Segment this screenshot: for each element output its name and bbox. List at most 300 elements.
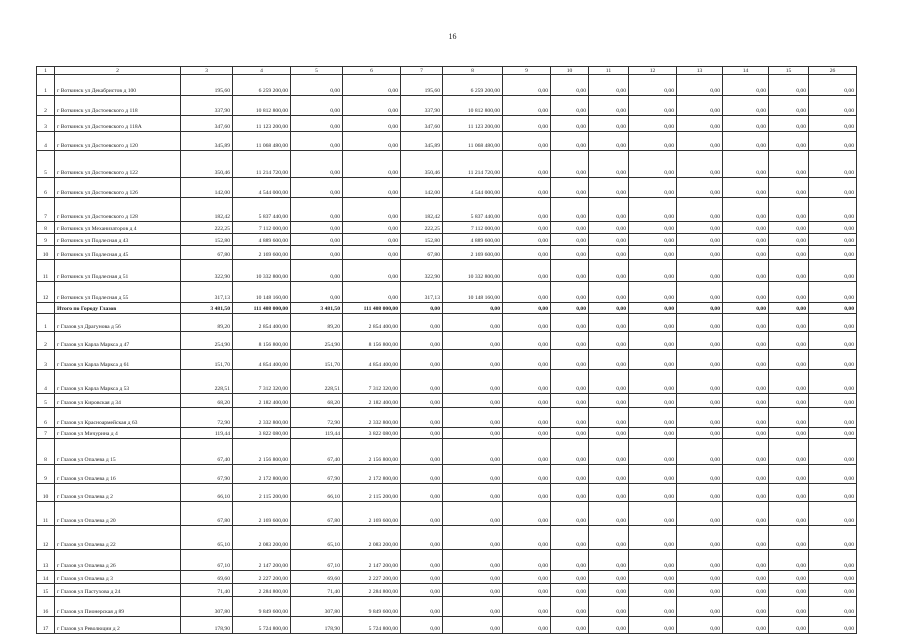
row-index-cell: 10: [37, 484, 55, 502]
value-cell: 0,00: [551, 617, 589, 634]
value-cell: 0,00: [723, 75, 769, 96]
address-cell: г Воткинск ул Подлесная д 55: [55, 282, 181, 303]
value-cell: 0,00: [291, 75, 343, 96]
value-cell: 9 849 600,00: [233, 597, 291, 617]
value-cell: 0,00: [551, 75, 589, 96]
column-header: 14: [723, 67, 769, 75]
value-cell: 0,00: [291, 234, 343, 246]
value-cell: 0,00: [769, 234, 809, 246]
value-cell: 0,00: [809, 428, 857, 439]
value-cell: 307,80: [291, 597, 343, 617]
address-cell: г Глазов ул Драгунова д 56: [55, 314, 181, 332]
value-cell: 6 259 200,00: [233, 75, 291, 96]
value-cell: 0,00: [677, 484, 723, 502]
value-cell: 317,13: [401, 282, 443, 303]
value-cell: 142,00: [181, 178, 233, 198]
value-cell: 0,00: [343, 234, 401, 246]
value-cell: 2 332 800,00: [233, 408, 291, 428]
table-row: [37, 571, 857, 584]
value-cell: 0,00: [677, 303, 723, 314]
value-cell: 0,00: [629, 550, 677, 571]
address-cell: г Глазов ул Опалева д 2: [55, 484, 181, 502]
value-cell: 0,00: [809, 502, 857, 526]
value-cell: 71,40: [181, 584, 233, 597]
table-row: [37, 314, 857, 332]
address-cell: г Воткинск ул Механизаторов д 4: [55, 222, 181, 234]
value-cell: 7 112 000,00: [233, 222, 291, 234]
value-cell: 0,00: [723, 550, 769, 571]
value-cell: 0,00: [551, 526, 589, 550]
address-cell: г Глазов ул Опалева д 15: [55, 439, 181, 465]
value-cell: 0,00: [809, 439, 857, 465]
value-cell: 0,00: [809, 465, 857, 484]
address-cell: г Глазов ул Опалева д 16: [55, 465, 181, 484]
value-cell: 5 724 800,00: [233, 617, 291, 634]
value-cell: 0,00: [809, 584, 857, 597]
value-cell: 0,00: [629, 597, 677, 617]
value-cell: 0,00: [401, 526, 443, 550]
row-index-cell: 15: [37, 584, 55, 597]
value-cell: 68,20: [181, 394, 233, 408]
value-cell: 0,00: [551, 332, 589, 350]
value-cell: 254,90: [181, 332, 233, 350]
value-cell: 3 822 080,00: [343, 428, 401, 439]
value-cell: 67,80: [401, 246, 443, 260]
value-cell: 0,00: [809, 408, 857, 428]
value-cell: 0,00: [677, 465, 723, 484]
value-cell: 0,00: [503, 571, 551, 584]
value-cell: 0,00: [443, 584, 503, 597]
table-row: [37, 584, 857, 597]
column-header: 12: [629, 67, 677, 75]
value-cell: 0,00: [589, 617, 629, 634]
value-cell: 350,46: [401, 151, 443, 178]
value-cell: 0,00: [401, 332, 443, 350]
value-cell: 0,00: [291, 246, 343, 260]
table-row: [37, 465, 857, 484]
value-cell: 0,00: [769, 246, 809, 260]
value-cell: 0,00: [401, 617, 443, 634]
value-cell: 2 147 200,00: [343, 550, 401, 571]
value-cell: 10 812 800,00: [443, 96, 503, 116]
column-header: 1: [37, 67, 55, 75]
value-cell: 0,00: [551, 132, 589, 151]
value-cell: 2 083 200,00: [233, 526, 291, 550]
value-cell: 195,60: [401, 75, 443, 96]
value-cell: 10 148 160,00: [443, 282, 503, 303]
value-cell: 0,00: [769, 584, 809, 597]
address-cell: г Глазов ул Пастухова д 24: [55, 584, 181, 597]
value-cell: 9 849 600,00: [343, 597, 401, 617]
value-cell: 0,00: [589, 132, 629, 151]
value-cell: 0,00: [551, 151, 589, 178]
value-cell: 0,00: [769, 303, 809, 314]
value-cell: 0,00: [723, 314, 769, 332]
table-row: [37, 282, 857, 303]
value-cell: 0,00: [589, 465, 629, 484]
value-cell: 0,00: [629, 484, 677, 502]
value-cell: 0,00: [503, 465, 551, 484]
value-cell: 0,00: [629, 198, 677, 222]
value-cell: 67,40: [181, 439, 233, 465]
value-cell: 0,00: [401, 571, 443, 584]
value-cell: 0,00: [809, 550, 857, 571]
value-cell: 0,00: [291, 96, 343, 116]
value-cell: 0,00: [809, 332, 857, 350]
row-index-cell: 1: [37, 314, 55, 332]
value-cell: 0,00: [401, 394, 443, 408]
value-cell: 71,40: [291, 584, 343, 597]
column-header: 5: [291, 67, 343, 75]
value-cell: 0,00: [443, 439, 503, 465]
value-cell: 0,00: [443, 526, 503, 550]
value-cell: 0,00: [677, 617, 723, 634]
value-cell: 0,00: [443, 303, 503, 314]
table-row: [37, 222, 857, 234]
value-cell: 0,00: [503, 550, 551, 571]
value-cell: 0,00: [629, 394, 677, 408]
row-index-cell: 11: [37, 260, 55, 282]
value-cell: 0,00: [769, 314, 809, 332]
value-cell: 0,00: [551, 303, 589, 314]
address-cell: г Воткинск ул Декабристов д 100: [55, 75, 181, 96]
value-cell: 0,00: [629, 502, 677, 526]
value-cell: 0,00: [589, 502, 629, 526]
value-cell: 3 822 080,00: [233, 428, 291, 439]
value-cell: 2 227 200,00: [343, 571, 401, 584]
value-cell: 0,00: [551, 484, 589, 502]
value-cell: 228,51: [291, 370, 343, 394]
value-cell: 0,00: [629, 465, 677, 484]
value-cell: 0,00: [443, 484, 503, 502]
value-cell: 0,00: [723, 246, 769, 260]
value-cell: 142,00: [401, 178, 443, 198]
value-cell: 4 544 000,00: [443, 178, 503, 198]
value-cell: 347,60: [401, 116, 443, 132]
value-cell: 111 408 000,00: [343, 303, 401, 314]
row-index-cell: 3: [37, 116, 55, 132]
value-cell: 0,00: [723, 370, 769, 394]
value-cell: 0,00: [769, 198, 809, 222]
value-cell: 0,00: [503, 428, 551, 439]
value-cell: 2 284 800,00: [343, 584, 401, 597]
value-cell: 0,00: [551, 222, 589, 234]
value-cell: 0,00: [677, 332, 723, 350]
value-cell: 307,80: [181, 597, 233, 617]
value-cell: 0,00: [769, 282, 809, 303]
value-cell: 0,00: [629, 428, 677, 439]
value-cell: 0,00: [401, 597, 443, 617]
address-cell: г Воткинск ул Подлесная д 51: [55, 260, 181, 282]
value-cell: 0,00: [343, 96, 401, 116]
value-cell: 0,00: [551, 350, 589, 370]
table-row: [37, 246, 857, 260]
value-cell: 2 182 400,00: [343, 394, 401, 408]
row-index-cell: 10: [37, 246, 55, 260]
value-cell: 7 312 320,00: [233, 370, 291, 394]
value-cell: 0,00: [503, 198, 551, 222]
value-cell: 10 148 160,00: [233, 282, 291, 303]
value-cell: 72,90: [181, 408, 233, 428]
value-cell: 5 724 800,00: [343, 617, 401, 634]
value-cell: 350,46: [181, 151, 233, 178]
value-cell: 0,00: [589, 597, 629, 617]
value-cell: 0,00: [769, 394, 809, 408]
value-cell: 67,10: [181, 550, 233, 571]
table-row: [37, 198, 857, 222]
column-header: 26: [809, 67, 857, 75]
value-cell: 0,00: [589, 178, 629, 198]
value-cell: 0,00: [503, 260, 551, 282]
value-cell: 0,00: [723, 526, 769, 550]
value-cell: 67,40: [291, 439, 343, 465]
value-cell: 317,13: [181, 282, 233, 303]
value-cell: 0,00: [677, 132, 723, 151]
value-cell: 0,00: [551, 465, 589, 484]
row-index-cell: 7: [37, 198, 55, 222]
value-cell: 0,00: [589, 332, 629, 350]
value-cell: 0,00: [589, 151, 629, 178]
value-cell: 0,00: [589, 198, 629, 222]
value-cell: 0,00: [723, 260, 769, 282]
value-cell: 67,10: [291, 550, 343, 571]
row-index-cell: 4: [37, 132, 55, 151]
value-cell: 222,25: [401, 222, 443, 234]
value-cell: 0,00: [503, 439, 551, 465]
value-cell: 0,00: [677, 571, 723, 584]
value-cell: 89,20: [291, 314, 343, 332]
value-cell: 0,00: [589, 484, 629, 502]
value-cell: 228,51: [181, 370, 233, 394]
column-header: 8: [443, 67, 503, 75]
value-cell: 0,00: [291, 198, 343, 222]
table-row: [37, 132, 857, 151]
column-header: 13: [677, 67, 723, 75]
value-cell: 0,00: [723, 303, 769, 314]
value-cell: 0,00: [503, 394, 551, 408]
value-cell: 0,00: [401, 550, 443, 571]
value-cell: 7 312 320,00: [343, 370, 401, 394]
value-cell: 65,10: [291, 526, 343, 550]
row-index-cell: 5: [37, 151, 55, 178]
row-index-cell: 8: [37, 222, 55, 234]
value-cell: 4 854 400,00: [233, 350, 291, 370]
table-row: [37, 151, 857, 178]
value-cell: 0,00: [401, 303, 443, 314]
value-cell: 0,00: [551, 314, 589, 332]
value-cell: 0,00: [769, 484, 809, 502]
value-cell: 151,70: [291, 350, 343, 370]
value-cell: 0,00: [629, 526, 677, 550]
value-cell: 0,00: [503, 597, 551, 617]
value-cell: 337,90: [401, 96, 443, 116]
table-body: [37, 75, 857, 634]
value-cell: 0,00: [769, 408, 809, 428]
table-row: [37, 617, 857, 634]
value-cell: 0,00: [503, 502, 551, 526]
value-cell: 67,90: [181, 465, 233, 484]
value-cell: 66,10: [291, 484, 343, 502]
value-cell: 0,00: [677, 428, 723, 439]
value-cell: 0,00: [677, 198, 723, 222]
address-cell: г Воткинск ул Подлесная д 43: [55, 234, 181, 246]
row-index-cell: 14: [37, 571, 55, 584]
row-index-cell: 2: [37, 96, 55, 116]
value-cell: 0,00: [551, 428, 589, 439]
value-cell: 345,89: [181, 132, 233, 151]
value-cell: 0,00: [503, 332, 551, 350]
value-cell: 0,00: [629, 260, 677, 282]
value-cell: 0,00: [401, 350, 443, 370]
value-cell: 0,00: [723, 198, 769, 222]
value-cell: 0,00: [503, 370, 551, 394]
value-cell: 0,00: [443, 465, 503, 484]
value-cell: 0,00: [769, 526, 809, 550]
value-cell: 0,00: [443, 502, 503, 526]
value-cell: 0,00: [503, 314, 551, 332]
table-row: [37, 350, 857, 370]
value-cell: 0,00: [723, 502, 769, 526]
value-cell: 2 172 800,00: [343, 465, 401, 484]
value-cell: 0,00: [769, 439, 809, 465]
address-cell: г Воткинск ул Достоевского д 118А: [55, 116, 181, 132]
value-cell: 2 156 800,00: [233, 439, 291, 465]
value-cell: 0,00: [401, 428, 443, 439]
value-cell: 0,00: [677, 178, 723, 198]
row-index-cell: 6: [37, 408, 55, 428]
row-index-cell: 12: [37, 526, 55, 550]
value-cell: 0,00: [589, 96, 629, 116]
value-cell: 0,00: [769, 260, 809, 282]
value-cell: 0,00: [589, 370, 629, 394]
value-cell: 0,00: [291, 222, 343, 234]
value-cell: 0,00: [443, 314, 503, 332]
row-index-cell: 1: [37, 75, 55, 96]
value-cell: 69,60: [291, 571, 343, 584]
value-cell: 10 332 800,00: [233, 260, 291, 282]
value-cell: 2 284 800,00: [233, 584, 291, 597]
value-cell: 0,00: [443, 370, 503, 394]
value-cell: 10 812 800,00: [233, 96, 291, 116]
row-index-cell: 12: [37, 282, 55, 303]
value-cell: 0,00: [343, 282, 401, 303]
value-cell: 0,00: [677, 370, 723, 394]
value-cell: 0,00: [589, 303, 629, 314]
value-cell: 0,00: [629, 75, 677, 96]
value-cell: 0,00: [443, 617, 503, 634]
value-cell: 0,00: [291, 178, 343, 198]
value-cell: 11 123 200,00: [443, 116, 503, 132]
value-cell: 0,00: [503, 246, 551, 260]
value-cell: 0,00: [401, 584, 443, 597]
value-cell: 0,00: [723, 428, 769, 439]
value-cell: 3 481,50: [291, 303, 343, 314]
value-cell: 0,00: [589, 222, 629, 234]
value-cell: 2 172 800,00: [233, 465, 291, 484]
value-cell: 0,00: [769, 151, 809, 178]
column-header: 7: [401, 67, 443, 75]
value-cell: 0,00: [551, 408, 589, 428]
value-cell: 2 182 400,00: [233, 394, 291, 408]
value-cell: 0,00: [443, 332, 503, 350]
table-row: [37, 178, 857, 198]
row-index-cell: [37, 303, 55, 314]
column-header: 3: [181, 67, 233, 75]
value-cell: 0,00: [629, 408, 677, 428]
table-row: [37, 428, 857, 439]
row-index-cell: 17: [37, 617, 55, 634]
row-index-cell: 9: [37, 234, 55, 246]
value-cell: 0,00: [629, 439, 677, 465]
total-row: [37, 303, 857, 314]
value-cell: 0,00: [723, 394, 769, 408]
address-cell: г Глазов ул Карла Маркса д 47: [55, 332, 181, 350]
value-cell: 0,00: [723, 617, 769, 634]
column-header: 11: [589, 67, 629, 75]
value-cell: 0,00: [551, 571, 589, 584]
value-cell: 178,90: [181, 617, 233, 634]
address-cell: г Воткинск ул Достоевского д 122: [55, 151, 181, 178]
value-cell: 0,00: [629, 584, 677, 597]
column-number-row: [37, 67, 857, 75]
value-cell: 0,00: [769, 465, 809, 484]
value-cell: 11 214 720,00: [443, 151, 503, 178]
value-cell: 0,00: [589, 314, 629, 332]
value-cell: 0,00: [551, 260, 589, 282]
value-cell: 0,00: [723, 222, 769, 234]
value-cell: 0,00: [809, 198, 857, 222]
value-cell: 0,00: [629, 617, 677, 634]
column-header: 9: [503, 67, 551, 75]
value-cell: 0,00: [401, 502, 443, 526]
value-cell: 0,00: [677, 151, 723, 178]
value-cell: 4 854 400,00: [343, 350, 401, 370]
value-cell: 0,00: [291, 282, 343, 303]
value-cell: 0,00: [551, 502, 589, 526]
value-cell: 0,00: [809, 484, 857, 502]
value-cell: 0,00: [589, 550, 629, 571]
table-row: [37, 332, 857, 350]
address-cell: г Воткинск ул Достоевского д 126: [55, 178, 181, 198]
value-cell: 0,00: [503, 484, 551, 502]
value-cell: 0,00: [503, 408, 551, 428]
value-cell: 0,00: [551, 597, 589, 617]
value-cell: 2 169 600,00: [443, 246, 503, 260]
table-row: [37, 75, 857, 96]
table-row: [37, 260, 857, 282]
value-cell: 11 068 480,00: [443, 132, 503, 151]
value-cell: 0,00: [723, 350, 769, 370]
value-cell: 0,00: [769, 178, 809, 198]
column-header: 4: [233, 67, 291, 75]
value-cell: 0,00: [629, 332, 677, 350]
table-row: [37, 96, 857, 116]
value-cell: 322,90: [181, 260, 233, 282]
value-cell: 0,00: [769, 370, 809, 394]
row-index-cell: 7: [37, 428, 55, 439]
value-cell: 0,00: [769, 550, 809, 571]
value-cell: 5 837 440,00: [233, 198, 291, 222]
value-cell: 178,90: [291, 617, 343, 634]
value-cell: 0,00: [629, 350, 677, 370]
value-cell: 0,00: [503, 282, 551, 303]
table-row: [37, 526, 857, 550]
value-cell: 0,00: [589, 408, 629, 428]
value-cell: 2 854 400,00: [233, 314, 291, 332]
value-cell: 0,00: [343, 198, 401, 222]
table-row: [37, 370, 857, 394]
value-cell: 0,00: [809, 314, 857, 332]
